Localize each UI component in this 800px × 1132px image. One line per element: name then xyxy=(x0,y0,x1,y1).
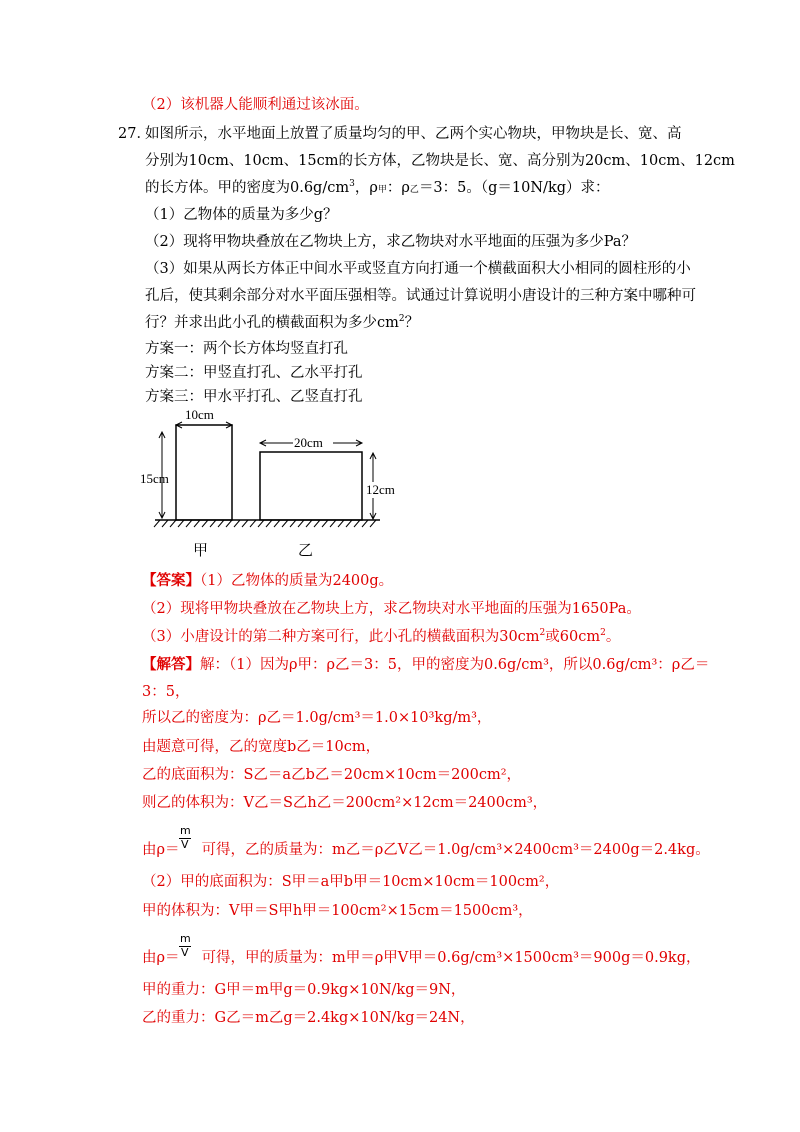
solution-line-12: 乙的重力：G乙＝m乙g＝2.4kg×10N/kg＝24N， xyxy=(142,1010,475,1026)
block-a-width-label: 10cm xyxy=(185,407,214,422)
sub-question-3-line-2: 孔后，使其剩余部分对水平面压强相等。试通过计算说明小唐设计的三种方案中哪种可 xyxy=(145,288,696,304)
solution-line-8: （2）甲的底面积为：S甲＝a甲b甲＝10cm×10cm＝100cm²， xyxy=(142,874,560,890)
previous-answer: （2）该机器人能顺利通过该冰面。 xyxy=(142,97,369,113)
density-fraction-denominator-2: V xyxy=(181,946,189,959)
answer-line-3: （3）小唐设计的第二种方案可行，此小孔的横截面积为$30cm^2$或$60cm^2$。 xyxy=(142,628,621,645)
block-a-width-arrow xyxy=(176,422,232,428)
solution-line-2: 3：5， xyxy=(142,684,190,700)
solution-line-3: 所以乙的密度为：ρ乙＝1.0g/cm³＝1.0×10³kg/m³， xyxy=(142,710,492,726)
plan-1: 方案一：两个长方体均竖直打孔 xyxy=(145,341,348,357)
block-b-height-label: 12cm xyxy=(366,482,395,497)
solution-line-5: 乙的底面积为：S乙＝a乙b乙＝20cm×10cm＝200cm²， xyxy=(142,767,522,783)
solution-line-9: 甲的体积为：V甲＝S甲h甲＝100cm²×15cm＝1500cm³， xyxy=(142,903,533,919)
question-number: 27． xyxy=(118,126,151,142)
solution-line-4: 由题意可得，乙的宽度b乙＝10cm， xyxy=(142,739,381,755)
plan-2: 方案二：甲竖直打孔、乙水平打孔 xyxy=(145,365,363,381)
question-line-1: 如图所示，水平地面上放置了质量均匀的甲、乙两个实心物块，甲物块是长、宽、高 xyxy=(145,126,682,142)
solution-line-7: 由ρ＝ 可得，乙的质量为：m乙＝ρ乙V乙＝1.0g/cm³×2400cm³＝2400g＝2.4kg。 xyxy=(142,842,710,858)
sub-question-1: （1）乙物体的质量为多少g？ xyxy=(145,207,338,223)
block-b xyxy=(260,452,362,520)
sub-question-3-line-1: （3）如果从两长方体正中间水平或竖直方向打通一个横截面积大小相同的圆柱形的小 xyxy=(145,261,691,277)
answer-line-2: （2）现将甲物块叠放在乙物块上方，求乙物块对水平地面的压强为1650Pa。 xyxy=(142,601,641,617)
block-a-height-label: 15cm xyxy=(140,471,169,486)
sub-question-2: （2）现将甲物块叠放在乙物块上方，求乙物块对水平地面的压强为多少Pa？ xyxy=(145,234,636,250)
block-a-name: 甲 xyxy=(193,543,209,559)
blocks-figure xyxy=(130,405,395,560)
solution-line-1: 【解答】解：（1）因为ρ甲：ρ乙＝3：5，甲的密度为0.6g/cm³，所以0.6g/cm³：ρ乙＝ xyxy=(142,656,710,673)
solution-line-11: 甲的重力：G甲＝m甲g＝0.9kg×10N/kg＝9N， xyxy=(142,982,466,998)
question-line-2: 分别为10cm、10cm、15cm的长方体，乙物块是长、宽、高分别为20cm、10cm、12cm xyxy=(145,153,735,169)
sub-question-3-line-3: 行？并求出此小孔的横截面积为多少$cm^2$？ xyxy=(145,314,420,331)
solution-line-10: 由ρ＝ 可得，甲的质量为：m甲＝ρ甲V甲＝0.6g/cm³×1500cm³＝900g＝0.9kg， xyxy=(142,950,701,966)
plan-3: 方案三：甲水平打孔、乙竖直打孔 xyxy=(145,389,363,405)
ground-hatch xyxy=(154,520,376,527)
density-fraction-denominator: V xyxy=(181,838,189,851)
density-fraction-numerator-2: m xyxy=(180,932,191,945)
answer-line-1: 【答案】（1）乙物体的质量为2400g。 xyxy=(142,572,394,589)
block-b-width-label: 20cm xyxy=(294,435,323,450)
question-line-3: 的长方体。甲的密度为$0.6g/cm^3$，ρ甲：ρ乙＝3：5。（g＝10N/kg）求： xyxy=(145,179,610,196)
solution-line-6: 则乙的体积为：V乙＝S乙h乙＝200cm²×12cm＝2400cm³， xyxy=(142,795,548,811)
density-fraction-numerator: m xyxy=(180,824,191,837)
block-b-name: 乙 xyxy=(298,543,314,559)
block-a xyxy=(176,425,232,520)
